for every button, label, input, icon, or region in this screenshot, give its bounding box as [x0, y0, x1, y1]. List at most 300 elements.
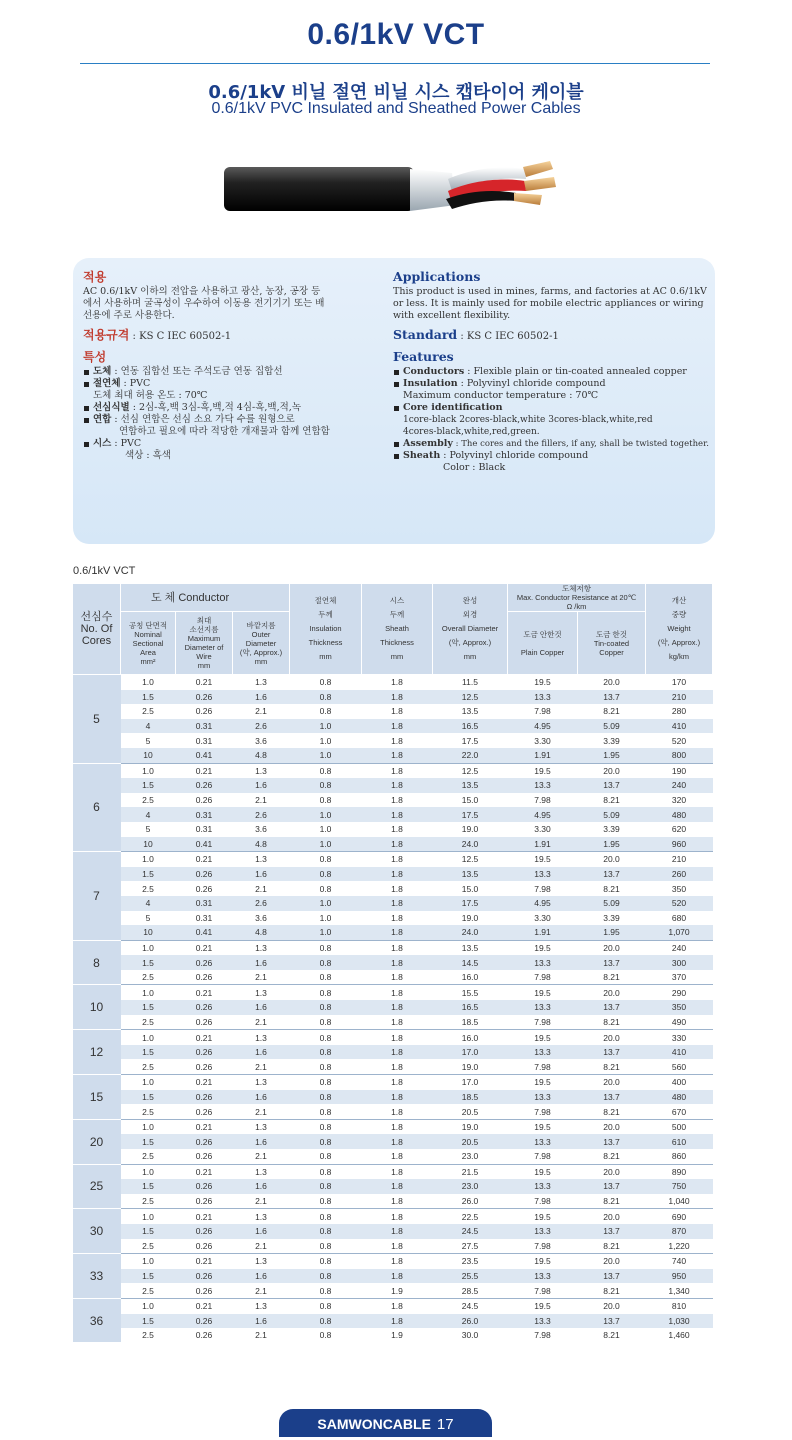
en-feature-sheath: Sheath : Polyvinyl chloride compound	[393, 450, 713, 462]
table-cell: 680	[671, 912, 687, 923]
table-cell: 1.5	[121, 690, 176, 705]
table-cell: 1.5	[121, 1045, 176, 1060]
english-description	[393, 266, 713, 474]
table-cell: 13.7	[578, 1314, 646, 1329]
table-row	[73, 1194, 713, 1209]
table-cell: 0.26	[195, 1061, 213, 1072]
table-cell: 1.95	[578, 837, 646, 852]
table-cell: 0.41	[176, 837, 233, 852]
table-cell: 2.5	[142, 1196, 154, 1207]
table-cell: 0.8	[290, 763, 362, 778]
table-cell: 0.26	[176, 778, 233, 793]
table-row	[73, 1314, 713, 1329]
table-cell: 16.0	[433, 1030, 508, 1045]
table-cell: 13.3	[508, 1314, 578, 1329]
table-cell: 26.0	[433, 1314, 508, 1329]
table-cell: 22.5	[433, 1209, 508, 1224]
table-cell: 4.95	[508, 896, 578, 911]
ko-feature-insulation: 절연체 : PVC	[83, 378, 383, 390]
table-cell: 2.1	[255, 972, 267, 983]
table-cell: 1.6	[233, 1269, 290, 1284]
table-cell: 19.5	[508, 1254, 578, 1269]
table-row	[73, 911, 713, 926]
table-cell: 1.3	[233, 1164, 290, 1179]
table-row	[73, 690, 713, 705]
table-cell: 2.1	[255, 1330, 267, 1341]
table-cell: 560	[671, 1061, 687, 1072]
table-cell: 1.8	[362, 1314, 433, 1329]
table-cell: 8.21	[603, 1240, 620, 1251]
table-cell: 0.26	[176, 955, 233, 970]
table-cell: 13.7	[578, 1000, 646, 1015]
table-cell: 8.21	[603, 795, 620, 806]
table-cell: 13.3	[508, 867, 578, 882]
table-cell: 2.1	[255, 1285, 267, 1296]
table-cell: 24.5	[433, 1298, 508, 1313]
ko-feature-sheath-color: 색상 : 흑색	[125, 450, 171, 461]
table-cell: 13.5	[461, 706, 479, 717]
table-cell: 8.21	[603, 1285, 620, 1296]
table-cell: 16.5	[433, 1000, 508, 1015]
table-row	[73, 1090, 713, 1105]
table-cell: 1,070	[646, 925, 713, 940]
table-cell: 1.5	[121, 1179, 176, 1194]
table-cell: 1.0	[290, 807, 362, 822]
table-cell: 1.91	[508, 925, 578, 940]
table-cell: 5	[145, 735, 151, 746]
table-cell: 1.3	[233, 1030, 290, 1045]
table-cell: 1.95	[578, 925, 646, 940]
table-cell: 1.8	[362, 1164, 433, 1179]
table-cell: 620	[671, 824, 687, 835]
table-cell: 7.98	[534, 1151, 551, 1162]
core-count-cell: 30	[73, 1209, 121, 1254]
table-cell: 1,030	[646, 1314, 713, 1329]
table-cell: 1.6	[233, 1134, 290, 1149]
table-cell: 1.8	[362, 1179, 433, 1194]
ko-feature-sheath: 시스 : PVC	[83, 438, 383, 450]
table-cell: 13.3	[508, 1179, 578, 1194]
table-cell: 4	[121, 807, 176, 822]
table-cell: 19.0	[461, 912, 479, 923]
table-cell: 2.6	[233, 896, 290, 911]
table-cell: 1.8	[362, 925, 433, 940]
table-cell: 0.26	[195, 1151, 213, 1162]
table-cell: 2.1	[255, 883, 267, 894]
table-cell: 19.5	[508, 1030, 578, 1045]
table-cell: 4.8	[233, 837, 290, 852]
table-cell: 15.0	[461, 795, 479, 806]
table-cell: 1.8	[362, 1224, 433, 1239]
table-cell: 1.8	[362, 1090, 433, 1105]
table-row	[73, 1328, 713, 1343]
table-cell: 0.26	[176, 1134, 233, 1149]
table-cell: 3.30	[534, 912, 551, 923]
table-cell: 2.5	[142, 972, 154, 983]
table-cell: 0.8	[290, 1209, 362, 1224]
table-cell: 1.8	[391, 735, 403, 746]
table-cell: 520	[646, 896, 713, 911]
table-cell: 0.26	[176, 867, 233, 882]
table-cell: 11.5	[462, 677, 478, 688]
table-cell: 1.6	[233, 1045, 290, 1060]
table-cell: 3.6	[255, 824, 267, 835]
table-cell: 7.98	[534, 1106, 551, 1117]
table-cell: 370	[671, 972, 687, 983]
table-cell: 1.8	[391, 1061, 403, 1072]
table-cell: 1.6	[233, 1000, 290, 1015]
table-row	[73, 1119, 713, 1134]
ko-feature-assembly-cont: 연합하고 필요에 따라 적당한 개재물과 함께 연합함	[119, 426, 330, 437]
table-cell: 17.5	[461, 735, 479, 746]
table-cell: 0.8	[290, 1090, 362, 1105]
table-cell: 2.6	[233, 807, 290, 822]
table-cell: 1.3	[233, 763, 290, 778]
table-cell: 0.26	[195, 883, 213, 894]
table-cell: 19.0	[461, 824, 479, 835]
table-cell: 21.5	[433, 1164, 508, 1179]
table-cell: 1.8	[362, 748, 433, 763]
table-row	[73, 970, 713, 985]
table-cell: 3.30	[534, 824, 551, 835]
table-cell: 1.8	[391, 883, 403, 894]
table-cell: 0.26	[176, 1269, 233, 1284]
table-cell: 2.5	[142, 706, 154, 717]
table-row	[73, 1298, 713, 1313]
table-cell: 0.8	[290, 1075, 362, 1090]
table-cell: 23.5	[433, 1254, 508, 1269]
table-cell: 13.7	[578, 1269, 646, 1284]
table-cell: 0.8	[290, 1000, 362, 1015]
table-cell: 1.8	[391, 1151, 403, 1162]
table-cell: 7.98	[534, 706, 551, 717]
table-cell: 0.8	[319, 677, 332, 688]
table-cell: 5	[145, 824, 151, 835]
header-wire-diameter: 최대 소선지름 Maximum Diameter of Wire mm	[176, 612, 233, 675]
table-cell: 13.3	[508, 955, 578, 970]
table-cell: 0.21	[176, 940, 233, 955]
table-cell: 20.0	[578, 985, 646, 1000]
table-cell: 10	[121, 925, 176, 940]
table-cell: 0.8	[319, 706, 332, 717]
table-row	[73, 1269, 713, 1284]
table-cell: 1.3	[233, 852, 290, 867]
table-cell: 7.98	[534, 883, 551, 894]
table-cell: 2.1	[255, 1061, 267, 1072]
table-cell: 3.39	[603, 912, 620, 923]
table-cell: 1.8	[362, 985, 433, 1000]
table-row	[73, 793, 713, 808]
table-cell: 24.0	[433, 837, 508, 852]
table-cell: 1.8	[391, 1196, 403, 1207]
table-cell: 0.26	[176, 1045, 233, 1060]
table-cell: 13.7	[578, 1179, 646, 1194]
table-cell: 13.7	[578, 955, 646, 970]
table-cell: 350	[646, 1000, 713, 1015]
table-cell: 19.5	[508, 1209, 578, 1224]
table-row	[73, 733, 713, 748]
header-weight: 개산 중량 Weight (약, Approx.) kg/km	[646, 584, 713, 675]
table-cell: 1.3	[233, 1298, 290, 1313]
table-cell: 0.26	[176, 1090, 233, 1105]
table-cell: 17.5	[433, 896, 508, 911]
table-cell: 2.1	[255, 1151, 267, 1162]
table-cell: 7.98	[534, 1285, 551, 1296]
table-cell: 0.8	[290, 1030, 362, 1045]
table-cell: 280	[671, 706, 687, 717]
table-cell: 1.0	[290, 748, 362, 763]
table-cell: 1.95	[578, 748, 646, 763]
table-cell: 1,340	[668, 1285, 690, 1296]
table-cell: 0.21	[195, 677, 213, 688]
table-cell: 0.21	[176, 1298, 233, 1313]
table-cell: 410	[646, 1045, 713, 1060]
table-cell: 1.8	[362, 1045, 433, 1060]
table-cell: 1.0	[121, 1209, 176, 1224]
table-row	[73, 1015, 713, 1030]
footer-badge	[279, 1409, 492, 1437]
table-cell: 1.8	[362, 1209, 433, 1224]
table-cell: 1.0	[290, 719, 362, 734]
table-cell: 1.0	[290, 925, 362, 940]
table-cell: 0.21	[176, 985, 233, 1000]
table-cell: 1.5	[121, 1314, 176, 1329]
en-feature-assembly: Assembly : The cores and the fillers, if any, shall be twisted together.	[393, 438, 713, 450]
table-cell: 7.98	[534, 795, 551, 806]
table-cell: 0.8	[290, 1269, 362, 1284]
table-cell: 0.21	[176, 1075, 233, 1090]
table-cell: 0.8	[290, 1119, 362, 1134]
table-cell: 0.26	[195, 1196, 213, 1207]
table-row	[73, 1164, 713, 1179]
table-cell: 0.8	[290, 852, 362, 867]
table-cell: 1.5	[121, 955, 176, 970]
table-cell: 13.7	[578, 1224, 646, 1239]
table-cell: 1.8	[362, 807, 433, 822]
table-cell: 13.5	[433, 778, 508, 793]
table-cell: 2.1	[255, 1016, 267, 1027]
table-cell: 1.8	[362, 1134, 433, 1149]
table-cell: 0.31	[195, 735, 213, 746]
table-cell: 1.0	[121, 940, 176, 955]
table-cell: 5.09	[578, 719, 646, 734]
table-cell: 12.5	[433, 690, 508, 705]
table-row	[73, 822, 713, 837]
page-number: 17	[436, 1416, 454, 1433]
table-cell: 1,460	[668, 1330, 690, 1341]
core-count-cell: 36	[73, 1298, 121, 1342]
table-cell: 4	[121, 896, 176, 911]
table-cell: 20.0	[578, 1119, 646, 1134]
table-cell: 2.5	[142, 1240, 154, 1251]
table-cell: 8.21	[603, 883, 620, 894]
en-feature-core-id-colors-cont: 4cores-black,white,red,green.	[403, 427, 540, 437]
table-cell: 20.5	[461, 1106, 479, 1117]
table-cell: 28.5	[461, 1285, 479, 1296]
table-cell: 0.21	[176, 1030, 233, 1045]
ko-feature-insulation-temp: 도체 최대 허용 온도 : 70℃	[93, 390, 208, 401]
table-cell: 1.5	[121, 1224, 176, 1239]
table-cell: 8.21	[603, 1061, 620, 1072]
table-cell: 1.6	[233, 778, 290, 793]
table-cell: 19.0	[433, 1119, 508, 1134]
table-cell: 19.5	[508, 1075, 578, 1090]
table-cell: 0.8	[319, 1196, 332, 1207]
table-cell: 10	[121, 837, 176, 852]
table-cell: 0.8	[290, 1134, 362, 1149]
core-count-cell: 7	[73, 852, 121, 941]
table-cell: 16.5	[433, 719, 508, 734]
header-sheath: 시스 두께 Sheath Thickness mm	[362, 584, 433, 675]
table-cell: 13.5	[433, 867, 508, 882]
footer-brand: SAMWONCABLE	[317, 1416, 431, 1432]
table-cell: 19.0	[461, 1061, 479, 1072]
table-row	[73, 881, 713, 896]
table-cell: 1.8	[362, 719, 433, 734]
table-cell: 0.8	[290, 1314, 362, 1329]
table-cell: 1.9	[391, 1330, 403, 1341]
table-cell: 1.91	[508, 837, 578, 852]
table-cell: 1.8	[362, 896, 433, 911]
table-row	[73, 940, 713, 955]
table-cell: 1.0	[142, 677, 154, 688]
table-row	[73, 1030, 713, 1045]
table-cell: 1.5	[121, 1269, 176, 1284]
table-cell: 20.0	[578, 1030, 646, 1045]
table-cell: 1.3	[233, 1254, 290, 1269]
table-cell: 1.9	[391, 1285, 403, 1296]
table-cell: 1.91	[508, 748, 578, 763]
table-cell: 490	[671, 1016, 687, 1027]
table-row	[73, 1045, 713, 1060]
table-cell: 1.0	[121, 1030, 176, 1045]
subtitle-english: 0.6/1kV PVC Insulated and Sheathed Power Cables	[211, 100, 581, 117]
table-cell: 7.98	[534, 1330, 551, 1341]
table-cell: 20.0	[578, 1075, 646, 1090]
table-cell: 1.0	[319, 735, 332, 746]
table-row	[73, 1283, 713, 1298]
table-cell: 8.21	[603, 1330, 620, 1341]
table-cell: 19.5	[508, 763, 578, 778]
table-cell: 19.5	[508, 1298, 578, 1313]
table-cell: 0.31	[176, 807, 233, 822]
table-cell: 1.3	[233, 1209, 290, 1224]
table-cell: 1.6	[233, 955, 290, 970]
core-count-cell: 12	[73, 1030, 121, 1075]
table-cell: 17.5	[433, 807, 508, 822]
table-cell: 2.1	[255, 706, 267, 717]
table-cell: 20.0	[578, 852, 646, 867]
table-cell: 0.31	[176, 896, 233, 911]
table-cell: 1.8	[362, 1000, 433, 1015]
table-cell: 13.3	[508, 1134, 578, 1149]
table-cell: 13.7	[578, 867, 646, 882]
core-count-cell: 10	[73, 985, 121, 1030]
table-row	[73, 852, 713, 867]
table-cell: 1.8	[391, 912, 403, 923]
table-cell: 20.0	[578, 940, 646, 955]
header-conductor: 도 체 Conductor	[121, 584, 290, 612]
spec-table	[72, 583, 713, 1343]
table-cell: 0.8	[290, 955, 362, 970]
table-cell: 1.8	[362, 852, 433, 867]
table-cell: 0.8	[319, 1330, 332, 1341]
table-cell: 13.3	[508, 778, 578, 793]
table-cell: 3.30	[534, 735, 551, 746]
header-insulation: 절연체 두께 Insulation Thickness mm	[290, 584, 362, 675]
table-cell: 1.8	[362, 690, 433, 705]
table-cell: 1.5	[121, 867, 176, 882]
table-cell: 1.5	[121, 778, 176, 793]
table-cell: 13.3	[508, 1045, 578, 1060]
table-cell: 870	[646, 1224, 713, 1239]
table-cell: 1.0	[121, 1075, 176, 1090]
table-cell: 1.0	[121, 763, 176, 778]
table-cell: 800	[646, 748, 713, 763]
table-cell: 5	[145, 912, 151, 923]
table-row	[73, 1239, 713, 1254]
table-cell: 1.5	[121, 1090, 176, 1105]
table-row	[73, 1000, 713, 1015]
table-cell: 16.0	[461, 972, 479, 983]
table-cell: 1.3	[233, 1075, 290, 1090]
core-count-cell: 15	[73, 1075, 121, 1120]
table-cell: 7.98	[534, 1196, 551, 1207]
table-cell: 1.8	[362, 1075, 433, 1090]
table-cell: 500	[646, 1119, 713, 1134]
table-cell: 410	[646, 719, 713, 734]
table-cell: 26.0	[461, 1196, 479, 1207]
table-cell: 0.21	[176, 1254, 233, 1269]
subtitle-korean: 0.6/1kV 비닐 절연 비닐 시스 캡타이어 케이블	[208, 82, 584, 103]
table-label: 0.6/1kV VCT	[73, 565, 136, 577]
table-cell: 1.0	[290, 837, 362, 852]
table-cell: 0.8	[319, 972, 332, 983]
table-cell: 1.8	[391, 795, 403, 806]
en-feature-sheath-color: Color : Black	[443, 462, 506, 473]
core-count-cell: 5	[73, 675, 121, 764]
table-cell: 860	[671, 1151, 687, 1162]
table-cell: 30.0	[461, 1330, 479, 1341]
table-cell: 17.0	[433, 1045, 508, 1060]
table-cell: 13.3	[508, 1269, 578, 1284]
table-cell: 20.0	[578, 1164, 646, 1179]
table-cell: 19.5	[508, 852, 578, 867]
table-cell: 1.0	[121, 1298, 176, 1313]
table-cell: 7.98	[534, 1016, 551, 1027]
page-title: 0.6/1kV VCT	[307, 18, 485, 51]
table-cell: 1.8	[362, 778, 433, 793]
table-cell: 2.5	[142, 1151, 154, 1162]
table-cell: 1.8	[362, 837, 433, 852]
en-standard-heading: Standard : KS C IEC 60502-1	[393, 327, 559, 342]
ko-feature-assembly: 연합 : 선심 연합은 선심 소요 가닥 수를 원형으로	[83, 414, 383, 426]
table-row	[73, 837, 713, 852]
table-row	[73, 719, 713, 734]
en-applications-heading: Applications	[393, 269, 481, 284]
table-cell: 15.0	[461, 883, 479, 894]
table-cell: 320	[671, 795, 687, 806]
table-cell: 25.5	[433, 1269, 508, 1284]
ko-features-heading: 특성	[83, 350, 107, 364]
table-cell: 2.1	[255, 1196, 267, 1207]
table-row	[73, 1149, 713, 1164]
table-cell: 12.5	[433, 763, 508, 778]
table-cell: 2.5	[142, 1106, 154, 1117]
table-cell: 13.3	[508, 690, 578, 705]
table-cell: 740	[646, 1254, 713, 1269]
table-cell: 240	[646, 940, 713, 955]
